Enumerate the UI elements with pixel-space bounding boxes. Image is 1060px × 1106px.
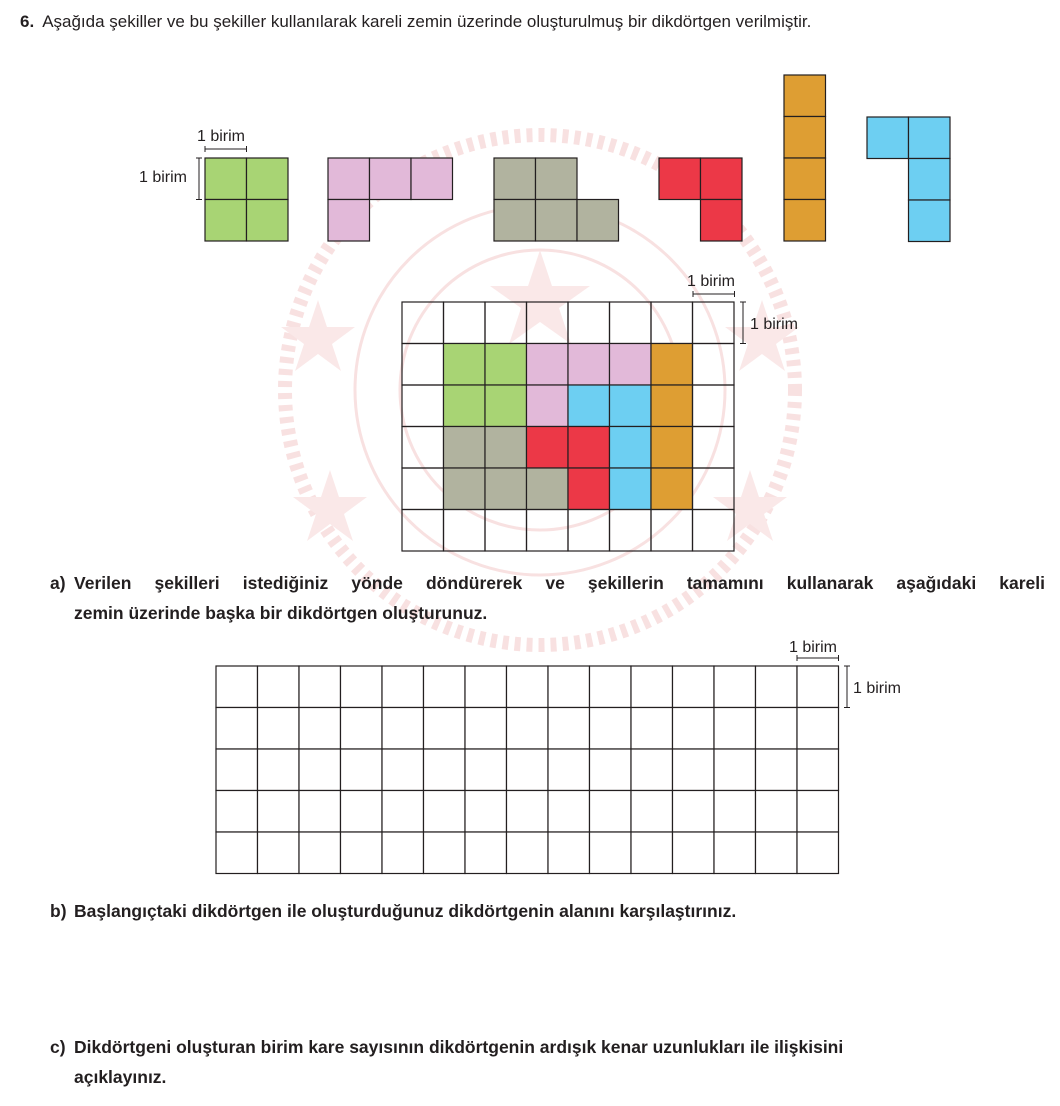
filled-cell [485, 344, 527, 386]
unit-label: 1 birim [750, 316, 799, 333]
empty-cell [465, 666, 507, 708]
filled-cell [527, 344, 569, 386]
unit-label: 1 birim [687, 273, 736, 290]
shape-green-square [205, 158, 288, 241]
filled-cell [444, 468, 486, 510]
filled-cell [651, 427, 693, 469]
empty-cell [631, 832, 673, 874]
empty-cell [402, 385, 444, 427]
empty-cell [610, 510, 652, 552]
shape-orange-bar [784, 75, 826, 241]
empty-cell [465, 832, 507, 874]
part-b-label: b) [50, 901, 67, 921]
part-c-line1: Dikdörtgeni oluşturan birim kare sayısının dikdörtgenin ardışık kenar uzunlukları ile ilişkisini [74, 1037, 844, 1057]
empty-cell [444, 302, 486, 344]
example-rectangle-grid [402, 302, 734, 551]
empty-cell [465, 749, 507, 791]
shape-cell [205, 200, 247, 242]
empty-cell [527, 510, 569, 552]
part-c [50, 1032, 843, 1092]
vertical-unit-marker [139, 158, 202, 200]
empty-cell [216, 749, 258, 791]
empty-cell [797, 749, 839, 791]
empty-cell [673, 749, 715, 791]
empty-cell [548, 749, 590, 791]
empty-cell [693, 468, 735, 510]
shapes-layer [205, 75, 950, 242]
filled-cell [610, 427, 652, 469]
answer-grid [216, 666, 839, 874]
empty-cell [258, 749, 300, 791]
empty-cell [258, 791, 300, 833]
empty-cell [507, 791, 549, 833]
filled-cell [444, 427, 486, 469]
filled-cell [568, 427, 610, 469]
empty-cell [258, 832, 300, 874]
empty-cell [299, 791, 341, 833]
horizontal-unit-marker [687, 273, 735, 297]
filled-cell [568, 385, 610, 427]
filled-cell [527, 427, 569, 469]
filled-cell [610, 468, 652, 510]
empty-cell [673, 708, 715, 750]
empty-cell [693, 385, 735, 427]
empty-cell [568, 302, 610, 344]
empty-cell [756, 832, 798, 874]
filled-cell [485, 385, 527, 427]
shape-cell [370, 158, 412, 200]
empty-cell [631, 708, 673, 750]
filled-cell [610, 385, 652, 427]
empty-cell [465, 708, 507, 750]
empty-cell [216, 832, 258, 874]
shape-cell [247, 200, 289, 242]
empty-cell [485, 302, 527, 344]
shape-blue-l [867, 117, 950, 242]
empty-cell [714, 666, 756, 708]
unit-label: 1 birim [197, 128, 246, 145]
empty-cell [507, 666, 549, 708]
empty-cell [299, 832, 341, 874]
empty-cell [631, 749, 673, 791]
empty-cell [382, 832, 424, 874]
horizontal-unit-marker [789, 639, 839, 661]
empty-cell [714, 832, 756, 874]
shape-cell [909, 117, 951, 159]
empty-cell [693, 510, 735, 552]
empty-cell [382, 749, 424, 791]
unit-label: 1 birim [789, 639, 838, 656]
empty-cell [258, 708, 300, 750]
empty-cell [756, 791, 798, 833]
empty-cell [341, 832, 383, 874]
empty-cell [382, 708, 424, 750]
part-a-line1: Verilen şekilleri istediğiniz yönde döndürerek ve şekillerin tamamını kullanarak aşağıdaki kareli [74, 573, 1045, 593]
empty-cell [673, 791, 715, 833]
shape-cell [205, 158, 247, 200]
empty-cell [548, 708, 590, 750]
part-a-line2: zemin üzerinde başka bir dikdörtgen oluşturunuz. [74, 603, 488, 623]
empty-cell [402, 302, 444, 344]
empty-cell [797, 666, 839, 708]
empty-cell [714, 791, 756, 833]
filled-cell [610, 344, 652, 386]
empty-cell [797, 708, 839, 750]
empty-cell [590, 749, 632, 791]
empty-cell [548, 791, 590, 833]
empty-cell [485, 510, 527, 552]
shape-cell [328, 200, 370, 242]
shape-cell [494, 200, 536, 242]
empty-cell [714, 749, 756, 791]
empty-cell [693, 427, 735, 469]
shape-cell [701, 158, 743, 200]
empty-cell [424, 666, 466, 708]
empty-cell [424, 832, 466, 874]
unit-label: 1 birim [853, 680, 902, 697]
shape-cell [784, 200, 826, 242]
filled-cell [444, 344, 486, 386]
empty-cell [631, 791, 673, 833]
empty-cell [651, 510, 693, 552]
filled-cell [568, 344, 610, 386]
shape-cell [867, 117, 909, 159]
question-number: 6. [20, 12, 35, 31]
empty-cell [797, 832, 839, 874]
part-a-label: a) [50, 573, 66, 593]
shape-cell [701, 200, 743, 242]
empty-cell [693, 302, 735, 344]
empty-cell [216, 791, 258, 833]
horizontal-unit-marker [197, 128, 247, 152]
empty-cell [756, 749, 798, 791]
empty-cell [610, 302, 652, 344]
empty-cell [590, 708, 632, 750]
empty-cell [382, 791, 424, 833]
empty-cell [402, 510, 444, 552]
part-b-text: Başlangıçtaki dikdörtgen ile oluşturduğunuz dikdörtgenin alanını karşılaştırınız. [74, 901, 737, 921]
vertical-unit-marker [844, 666, 901, 708]
empty-cell [797, 791, 839, 833]
shape-cell [577, 200, 619, 242]
empty-cell [631, 666, 673, 708]
shape-cell [784, 117, 826, 159]
filled-cell [527, 385, 569, 427]
empty-cell [341, 791, 383, 833]
empty-cell [465, 791, 507, 833]
filled-cell [485, 468, 527, 510]
empty-cell [341, 708, 383, 750]
filled-cell [485, 427, 527, 469]
shape-cell [784, 158, 826, 200]
filled-cell [527, 468, 569, 510]
filled-cell [444, 385, 486, 427]
empty-cell [651, 302, 693, 344]
empty-cell [714, 708, 756, 750]
filled-cell [568, 468, 610, 510]
empty-cell [590, 791, 632, 833]
shape-cell [784, 75, 826, 117]
shape-cell [909, 200, 951, 242]
unit-label: 1 birim [139, 169, 188, 186]
empty-cell [756, 708, 798, 750]
empty-cell [299, 666, 341, 708]
part-b [50, 896, 736, 926]
part-a [50, 568, 1045, 628]
empty-cell [568, 510, 610, 552]
shape-cell [328, 158, 370, 200]
empty-cell [402, 427, 444, 469]
shape-cell [536, 158, 578, 200]
empty-cell [424, 749, 466, 791]
empty-cell [382, 666, 424, 708]
empty-cell [673, 832, 715, 874]
empty-cell [424, 791, 466, 833]
shape-pink-l [328, 158, 453, 241]
shape-red-l [659, 158, 742, 241]
empty-cell [258, 666, 300, 708]
empty-cell [590, 666, 632, 708]
filled-cell [651, 344, 693, 386]
empty-cell [424, 708, 466, 750]
empty-cell [548, 832, 590, 874]
part-c-line2: açıklayınız. [74, 1067, 167, 1087]
empty-cell [548, 666, 590, 708]
empty-cell [673, 666, 715, 708]
empty-cell [507, 749, 549, 791]
filled-cell [651, 385, 693, 427]
empty-cell [756, 666, 798, 708]
empty-cell [527, 302, 569, 344]
shape-gray-step [494, 158, 619, 241]
empty-cell [444, 510, 486, 552]
empty-cell [216, 708, 258, 750]
empty-cell [402, 344, 444, 386]
empty-cell [402, 468, 444, 510]
question-body: Aşağıda şekiller ve bu şekiller kullanılarak kareli zemin üzerinde oluşturulmuş bir dikdörtgen verilmiştir. [42, 12, 812, 31]
empty-cell [507, 708, 549, 750]
empty-cell [216, 666, 258, 708]
empty-cell [299, 749, 341, 791]
shape-cell [494, 158, 536, 200]
shape-cell [247, 158, 289, 200]
empty-cell [507, 832, 549, 874]
empty-cell [693, 344, 735, 386]
empty-cell [299, 708, 341, 750]
shape-cell [909, 159, 951, 201]
empty-cell [341, 666, 383, 708]
empty-cell [341, 749, 383, 791]
part-c-label: c) [50, 1037, 66, 1057]
shape-cell [411, 158, 453, 200]
shape-cell [659, 158, 701, 200]
empty-cell [590, 832, 632, 874]
filled-cell [651, 468, 693, 510]
shape-cell [536, 200, 578, 242]
